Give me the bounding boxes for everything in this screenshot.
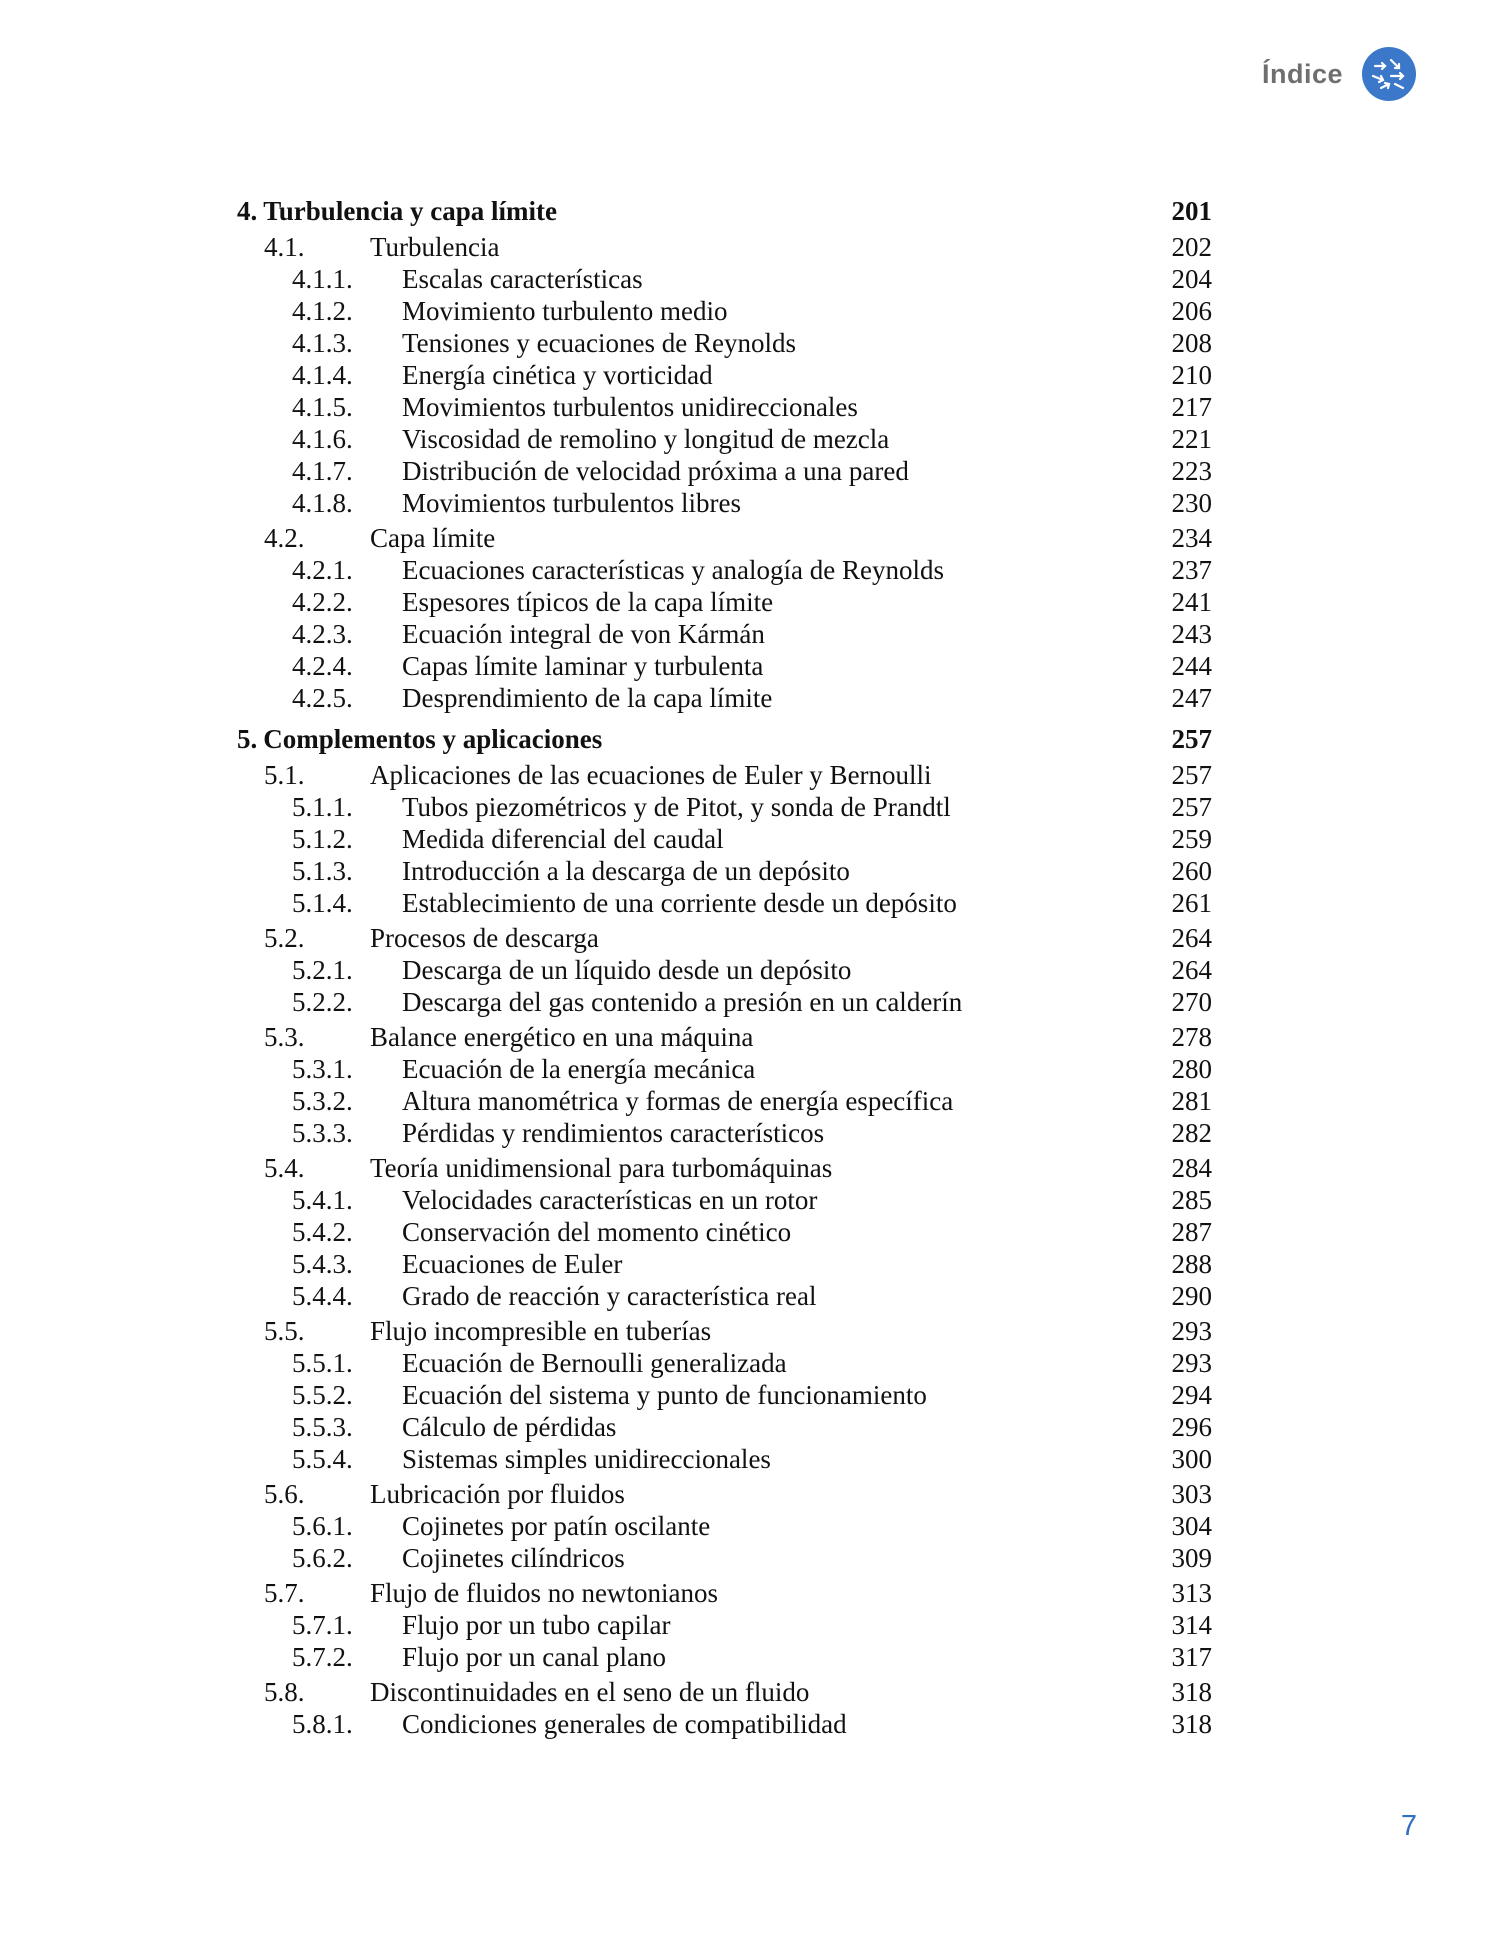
toc-entry-section[interactable] (237, 922, 1212, 954)
toc-entry-page: 284 (1171, 1153, 1212, 1183)
toc-entry-section[interactable] (237, 1152, 1212, 1184)
toc-entry-title: Cojinetes por patín oscilante (402, 1511, 711, 1541)
toc-entry-number: 5.5.4. (292, 1444, 353, 1474)
toc-entry-page: 290 (1171, 1281, 1212, 1311)
toc-entry-page: 278 (1171, 1022, 1212, 1052)
page-header (1262, 46, 1417, 102)
toc-entry-title: Capa límite (370, 523, 496, 553)
toc-entry-subsection[interactable] (237, 1510, 1212, 1542)
toc-entry-number: 5.4.2. (292, 1217, 353, 1247)
toc-entry-title: Tubos piezométricos y de Pitot, y sonda de Prandtl (402, 792, 951, 822)
toc-entry-title: Flujo por un canal plano (402, 1642, 666, 1672)
toc-entry-page: 204 (1171, 264, 1212, 294)
toc-entry-number: 5.2. (264, 923, 305, 953)
toc-entry-number: 5.3. (264, 1022, 305, 1052)
toc-entry-subsection[interactable] (237, 1379, 1212, 1411)
toc-entry-page: 293 (1171, 1348, 1212, 1378)
toc-entry-title: Ecuación de la energía mecánica (402, 1054, 756, 1084)
toc-entry-number: 4.2.4. (292, 651, 353, 681)
toc-entry-subsection[interactable] (237, 455, 1212, 487)
toc-entry-subsection[interactable] (237, 1641, 1212, 1673)
toc-entry-subsection[interactable] (237, 586, 1212, 618)
toc-entry-title: Ecuación del sistema y punto de funcionamiento (402, 1380, 927, 1410)
toc-entry-subsection[interactable] (237, 327, 1212, 359)
toc-entry-subsection[interactable] (237, 359, 1212, 391)
toc-entry-page: 257 (1171, 724, 1212, 754)
toc-entry-title: Altura manométrica y formas de energía específica (402, 1086, 954, 1116)
toc-entry-page: 318 (1171, 1709, 1212, 1739)
toc-entry-page: 317 (1171, 1642, 1212, 1672)
toc-entry-number: 5.1.4. (292, 888, 353, 918)
toc-entry-page: 300 (1171, 1444, 1212, 1474)
toc-entry-page: 241 (1171, 587, 1212, 617)
toc-entry-page: 244 (1171, 651, 1212, 681)
toc-entry-page: 288 (1171, 1249, 1212, 1279)
toc-entry-page: 309 (1171, 1543, 1212, 1573)
toc-entry-page: 264 (1171, 923, 1212, 953)
toc-entry-section[interactable] (237, 1021, 1212, 1053)
toc-entry-page: 223 (1171, 456, 1212, 486)
toc-entry-subsection[interactable] (237, 1216, 1212, 1248)
toc-entry-title: Balance energético en una máquina (370, 1022, 754, 1052)
toc-entry-title: Ecuaciones de Euler (402, 1249, 623, 1279)
toc-entry-number: 4.2.2. (292, 587, 353, 617)
toc-entry-number: 4.2. (264, 523, 305, 553)
toc-entry-title: Procesos de descarga (370, 923, 599, 953)
toc-entry-page: 294 (1171, 1380, 1212, 1410)
toc-entry-page: 257 (1171, 792, 1212, 822)
toc-entry-page: 318 (1171, 1677, 1212, 1707)
toc-entry-chapter[interactable] (237, 722, 1212, 756)
toc-entry-page: 230 (1171, 488, 1212, 518)
toc-entry-title: Cojinetes cilíndricos (402, 1543, 625, 1573)
toc-entry-number: 4.2.1. (292, 555, 353, 585)
toc-entry-page: 247 (1171, 683, 1212, 713)
toc-entry-number: 5.2.1. (292, 955, 353, 985)
page-number: 7 (1400, 1810, 1417, 1842)
toc-entry-page: 237 (1171, 555, 1212, 585)
toc-entry-subsection[interactable] (237, 1053, 1212, 1085)
toc-entry-section[interactable] (237, 1676, 1212, 1708)
toc-entry-number: 4.1.8. (292, 488, 353, 518)
toc-entry-subsection[interactable] (237, 1280, 1212, 1312)
toc-entry-title: Flujo de fluidos no newtonianos (370, 1578, 718, 1608)
toc-entry-title: Energía cinética y vorticidad (402, 360, 713, 390)
toc-entry-title: Teoría unidimensional para turbomáquinas (370, 1153, 833, 1183)
toc-entry-title: Sistemas simples unidireccionales (402, 1444, 771, 1474)
toc-entry-page: 260 (1171, 856, 1212, 886)
toc-entry-title: Turbulencia (370, 232, 500, 262)
toc-entry-number: 5.5.3. (292, 1412, 353, 1442)
toc-entry-title: Espesores típicos de la capa límite (402, 587, 774, 617)
toc-entry-number: 4.1.4. (292, 360, 353, 390)
toc-entry-subsection[interactable] (237, 855, 1212, 887)
toc-entry-page: 285 (1171, 1185, 1212, 1215)
toc-entry-page: 281 (1171, 1086, 1212, 1116)
toc-entry-number: 4.1.7. (292, 456, 353, 486)
toc-entry-page: 296 (1171, 1412, 1212, 1442)
header-title: Índice (1261, 58, 1343, 89)
toc-entry-chapter[interactable] (237, 194, 1212, 228)
toc-entry-number: 5.4.3. (292, 1249, 353, 1279)
toc-entry-number: 4.1.3. (292, 328, 353, 358)
toc-entry-subsection[interactable] (237, 1347, 1212, 1379)
toc-entry-title: Movimientos turbulentos unidireccionales (402, 392, 858, 422)
toc-entry-subsection[interactable] (237, 1443, 1212, 1475)
toc-entry-subsection[interactable] (237, 1085, 1212, 1117)
toc-entry-page: 304 (1171, 1511, 1212, 1541)
toc-entry-number: 5.1.2. (292, 824, 353, 854)
toc-entry-subsection[interactable] (237, 887, 1212, 919)
toc-entry-title: Distribución de velocidad próxima a una pared (402, 456, 909, 486)
toc-entry-title: Viscosidad de remolino y longitud de mezcla (402, 424, 890, 454)
toc-entry-title: Tensiones y ecuaciones de Reynolds (402, 328, 797, 358)
toc-entry-section[interactable] (237, 231, 1212, 263)
toc-entry-page: 208 (1171, 328, 1212, 358)
toc-entry-subsection[interactable] (237, 295, 1212, 327)
toc-entry-section[interactable] (237, 1315, 1212, 1347)
toc-entry-title: Complementos y aplicaciones (263, 724, 603, 754)
toc-entry-subsection[interactable] (237, 391, 1212, 423)
compass-arrows-icon (1361, 46, 1417, 102)
toc-entry-number: 5.4.1. (292, 1185, 353, 1215)
toc-entry-title: Aplicaciones de las ecuaciones de Euler y Bernoulli (370, 760, 932, 790)
toc-entry-subsection[interactable] (237, 954, 1212, 986)
toc-entry-title: Lubricación por fluidos (370, 1479, 625, 1509)
toc-entry-number: 5.8. (264, 1677, 305, 1707)
toc-entry-title: Descarga de un líquido desde un depósito (402, 955, 852, 985)
toc-entry-page: 210 (1171, 360, 1212, 390)
toc-entry-number: 5.3.1. (292, 1054, 353, 1084)
toc-entry-page: 261 (1171, 888, 1212, 918)
toc-entry-subsection[interactable] (237, 986, 1212, 1018)
toc-entry-number: 4.1. (264, 232, 305, 262)
toc-entry-subsection[interactable] (237, 618, 1212, 650)
toc-entry-title: Pérdidas y rendimientos característicos (402, 1118, 825, 1148)
toc-entry-page: 293 (1171, 1316, 1212, 1346)
toc-entry-page: 313 (1171, 1578, 1212, 1608)
toc-entry-title: Medida diferencial del caudal (402, 824, 724, 854)
toc-entry-number: 5.1.1. (292, 792, 353, 822)
toc-entry-subsection[interactable] (237, 487, 1212, 519)
toc-entry-title: Movimiento turbulento medio (402, 296, 728, 326)
toc-entry-subsection[interactable] (237, 1708, 1212, 1740)
toc-entry-subsection[interactable] (237, 1184, 1212, 1216)
toc-entry-number: 4. (237, 196, 258, 226)
toc-entry-page: 206 (1171, 296, 1212, 326)
toc-entry-title: Descarga del gas contenido a presión en un calderín (402, 987, 963, 1017)
toc-entry-number: 5.7.1. (292, 1610, 353, 1640)
toc-entry-number: 5.6.2. (292, 1543, 353, 1573)
toc-entry-subsection[interactable] (237, 1542, 1212, 1574)
toc-entry-subsection[interactable] (237, 823, 1212, 855)
toc-entry-title: Conservación del momento cinético (402, 1217, 792, 1247)
toc-entry-number: 4.2.3. (292, 619, 353, 649)
toc-entry-number: 5.4. (264, 1153, 305, 1183)
toc-entry-title: Movimientos turbulentos libres (402, 488, 741, 518)
toc-entry-subsection[interactable] (237, 1248, 1212, 1280)
toc-entry-title: Ecuación de Bernoulli generalizada (402, 1348, 787, 1378)
toc-entry-section[interactable] (237, 759, 1212, 791)
toc-entry-subsection[interactable] (237, 1117, 1212, 1149)
toc-entry-number: 5.3.2. (292, 1086, 353, 1116)
toc-entry-title: Condiciones generales de compatibilidad (402, 1709, 847, 1739)
toc-entry-number: 4.1.2. (292, 296, 353, 326)
toc-entry-number: 5. (237, 724, 258, 754)
toc-entry-page: 280 (1171, 1054, 1212, 1084)
toc-entry-page: 270 (1171, 987, 1212, 1017)
toc-entry-subsection[interactable] (237, 1609, 1212, 1641)
toc-entry-title: Establecimiento de una corriente desde un depósito (402, 888, 957, 918)
toc-entry-number: 5.6.1. (292, 1511, 353, 1541)
toc-entry-number: 5.4.4. (292, 1281, 353, 1311)
toc-entry-page: 243 (1171, 619, 1212, 649)
toc-entry-title: Flujo incompresible en tuberías (370, 1316, 712, 1346)
toc-entry-subsection[interactable] (237, 554, 1212, 586)
toc-entry-number: 5.2.2. (292, 987, 353, 1017)
toc-entry-number: 5.8.1. (292, 1709, 353, 1739)
toc-entry-title: Desprendimiento de la capa límite (402, 683, 773, 713)
toc-entry-page: 202 (1171, 232, 1212, 262)
toc-entry-title: Grado de reacción y característica real (402, 1281, 817, 1311)
toc-entry-title: Discontinuidades en el seno de un fluido (370, 1677, 810, 1707)
toc-entry-number: 5.7.2. (292, 1642, 353, 1672)
toc-entry-subsection[interactable] (237, 791, 1212, 823)
toc-entry-number: 5.3.3. (292, 1118, 353, 1148)
toc-entry-title: Capas límite laminar y turbulenta (402, 651, 764, 681)
toc-entry-page: 287 (1171, 1217, 1212, 1247)
toc-entry-title: Escalas características (402, 264, 643, 294)
toc-entry-page: 234 (1171, 523, 1212, 553)
toc-entry-page: 282 (1171, 1118, 1212, 1148)
toc-entry-number: 5.1.3. (292, 856, 353, 886)
toc-entry-page: 201 (1171, 196, 1212, 226)
toc-entry-subsection[interactable] (237, 263, 1212, 295)
toc-entry-subsection[interactable] (237, 423, 1212, 455)
toc-entry-page: 303 (1171, 1479, 1212, 1509)
toc-entry-number: 4.1.1. (292, 264, 353, 294)
toc-entry-subsection[interactable] (237, 650, 1212, 682)
toc-entry-page: 257 (1171, 760, 1212, 790)
toc-entry-page: 221 (1171, 424, 1212, 454)
toc-entry-title: Turbulencia y capa límite (263, 196, 558, 226)
toc-entry-section[interactable] (237, 522, 1212, 554)
toc-entry-page: 259 (1171, 824, 1212, 854)
toc-entry-page: 217 (1171, 392, 1212, 422)
toc-entry-number: 5.5. (264, 1316, 305, 1346)
toc-entry-number: 4.2.5. (292, 683, 353, 713)
toc-entry-subsection[interactable] (237, 682, 1212, 714)
toc-entry-title: Introducción a la descarga de un depósito (402, 856, 850, 886)
toc-entry-number: 4.1.5. (292, 392, 353, 422)
toc-entry-title: Flujo por un tubo capilar (402, 1610, 671, 1640)
toc-entry-section[interactable] (237, 1478, 1212, 1510)
toc-entry-title: Ecuación integral de von Kármán (402, 619, 765, 649)
toc-entry-number: 5.7. (264, 1578, 305, 1608)
toc-entry-page: 314 (1171, 1610, 1212, 1640)
toc-entry-number: 5.6. (264, 1479, 305, 1509)
toc-entry-title: Velocidades características en un rotor (402, 1185, 818, 1215)
toc-entry-page: 264 (1171, 955, 1212, 985)
toc-entry-number: 5.1. (264, 760, 305, 790)
toc-entry-section[interactable] (237, 1577, 1212, 1609)
toc-entry-number: 5.5.2. (292, 1380, 353, 1410)
toc-entry-number: 4.1.6. (292, 424, 353, 454)
toc-entry-title: Cálculo de pérdidas (402, 1412, 617, 1442)
toc-entry-subsection[interactable] (237, 1411, 1212, 1443)
toc-entry-title: Ecuaciones características y analogía de Reynolds (402, 555, 945, 585)
toc-entry-number: 5.5.1. (292, 1348, 353, 1378)
table-of-contents (237, 194, 1212, 1740)
